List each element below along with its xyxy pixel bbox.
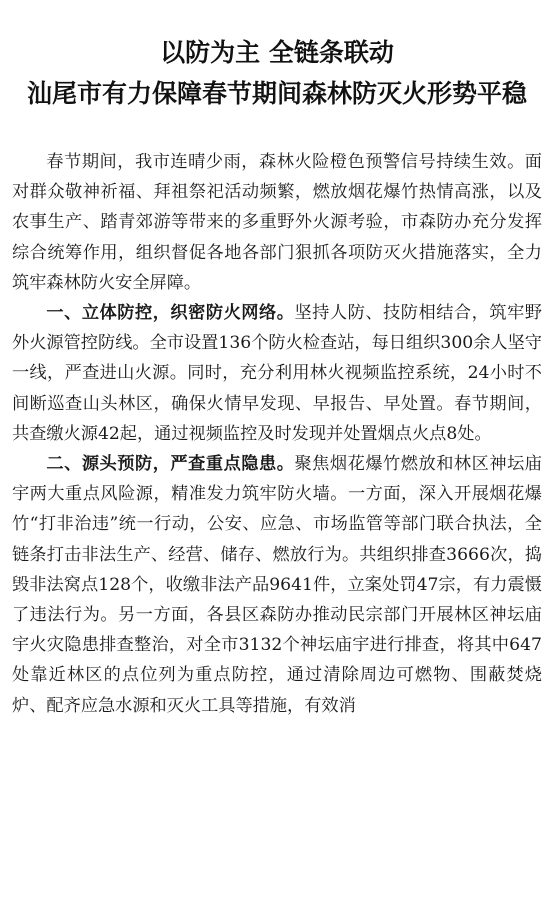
article-body [12, 147, 542, 721]
section-1-paragraph [12, 298, 542, 449]
section-2-paragraph [12, 449, 542, 721]
article-title-line-2: 汕尾市有力保障春节期间森林防灭火形势平稳 [26, 79, 527, 108]
article-title-line-1: 以防为主 全链条联动 [160, 38, 394, 67]
section-2-body: 聚焦烟花爆竹燃放和林区神坛庙宇两大重点风险源，精准发力筑牢防火墙。一方面，深入开展烟花爆竹“打非治违”统一行动，公安、应急、市场监管等部门联合执法，全链条打击非法生产、经营、储存、燃放行为。共组织排查3666次，捣毁非法窝点128个，收缴非法产品9641件，立案处罚47宗，有力震慑了违法行为。另一方面，各县区森防办推动民宗部门开展林区神坛庙宇火灾隐患排查整治，对全市3132个神坛庙宇进行排查，将其中647处靠近林区的点位列为重点防控，通过清除周边可燃物、围蔽焚烧炉、配齐应急水源和灭火工具等措施，有效消 [12, 454, 542, 716]
section-1-body: 坚持人防、技防相结合，筑牢野外火源管控防线。全市设置136个防火检查站，每日组织300余人坚守一线，严查进山火源。同时，充分利用林火视频监控系统，24小时不间断巡查山头林区，确保火情早发现、早报告、早处置。春节期间，共查缴火源42起，通过视频监控及时发现并处置烟点火点8处。 [12, 303, 542, 444]
intro-paragraph: 春节期间，我市连晴少雨，森林火险橙色预警信号持续生效。面对群众敬神祈福、拜祖祭祀活动频繁，燃放烟花爆竹热情高涨，以及农事生产、踏青郊游等带来的多重野外火源考验，市森防办充分发挥综合统筹作用，组织督促各地各部门狠抓各项防灭火措施落实，全力筑牢森林防火安全屏障。 [12, 152, 542, 293]
section-2-heading: 二、源头预防，严查重点隐患。 [46, 454, 295, 475]
section-1-heading: 一、立体防控，织密防火网络。 [46, 303, 295, 324]
